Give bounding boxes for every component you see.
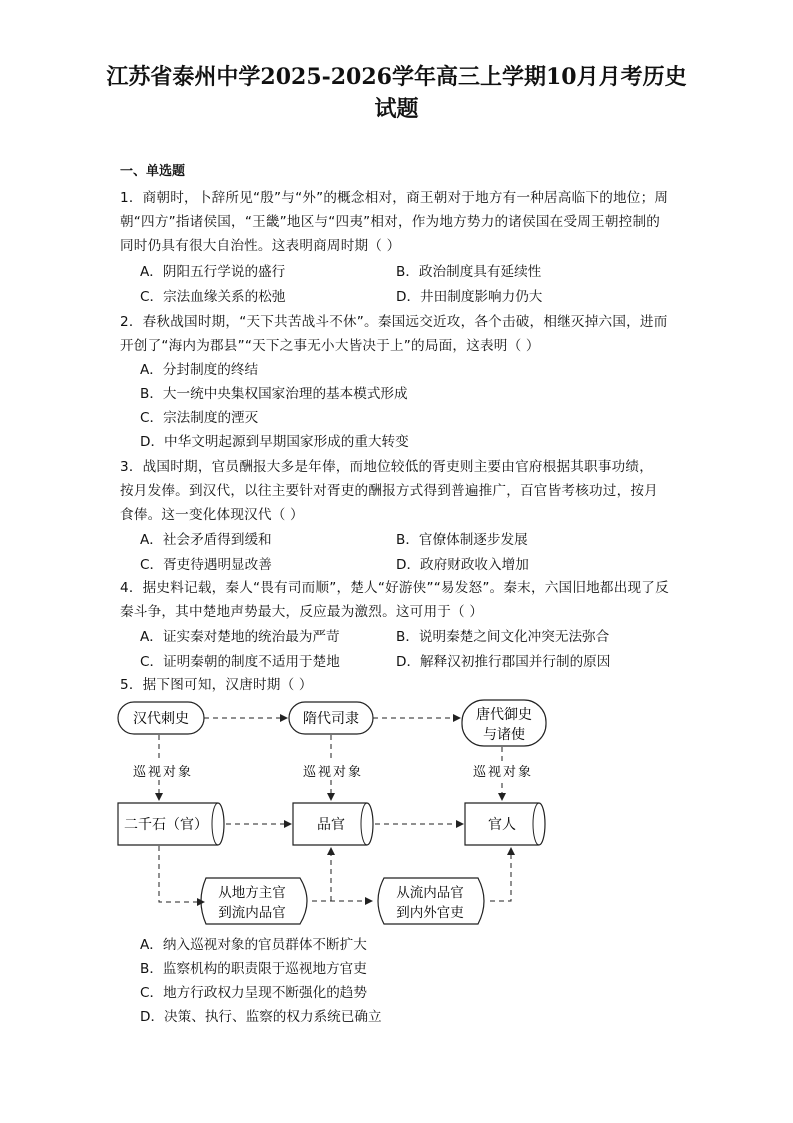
option-3a[interactable]: A．社会矛盾得到缓和 [140, 532, 272, 548]
option-1c[interactable]: C．宗法血缘关系的松弛 [140, 289, 286, 305]
target-two-thousand-shi-label: 二千石（官） [124, 817, 208, 833]
question-text-line: 食俸。这一变化体现汉代（ ） [120, 507, 304, 523]
node-sui-sili-label: 隋代司隶 [303, 711, 359, 727]
note-2-line-1: 从流内品官 [396, 885, 464, 901]
option-4a[interactable]: A．证实秦对楚地的统治最为严苛 [140, 629, 340, 645]
scope-label-sui: 巡视对象 [302, 765, 364, 780]
option-3b[interactable]: B．官僚体制逐步发展 [396, 532, 528, 548]
connector-han-to-note-1 [159, 846, 204, 902]
option-2c[interactable]: C．宗法制度的湮灭 [140, 410, 259, 426]
question-text-line: 朝“四方”指诸侯国，“王畿”地区与“四夷”相对，作为地方势力的诸侯国在受周王朝控制的 [120, 214, 661, 230]
target-guanren-label: 官人 [488, 817, 516, 833]
option-1a[interactable]: A．阴阳五行学说的盛行 [140, 264, 286, 280]
section-heading: 一、单选题 [120, 164, 186, 179]
node-tang-censor-label-2: 与诸使 [483, 727, 525, 743]
note-1-line-2: 到流内品官 [218, 905, 286, 921]
question-text-line: 5．据下图可知，汉唐时期（ ） [120, 677, 313, 693]
option-4d[interactable]: D．解释汉初推行郡国并行制的原因 [396, 654, 611, 670]
scope-label-tang: 巡视对象 [472, 765, 534, 780]
question-text-line: 同时仍具有很大自治性。这表明商周时期（ ） [120, 238, 401, 254]
question-text-line: 按月发俸。到汉代，以往主要针对胥吏的酬报方式得到普遍推广，百官皆考核功过，按月 [120, 483, 658, 499]
option-4c[interactable]: C．证明秦朝的制度不适用于楚地 [140, 654, 340, 670]
exam-title-line2: 试题 [374, 96, 419, 122]
question-text-line: 秦斗争，其中楚地声势最大，反应最为激烈。这可用于（ ） [120, 604, 484, 620]
option-5d[interactable]: D．决策、执行、监察的权力系统已确立 [140, 1009, 382, 1025]
option-1d[interactable]: D．井田制度影响力仍大 [396, 289, 543, 305]
option-2b[interactable]: B．大一统中央集权国家治理的基本模式形成 [140, 386, 408, 402]
option-5a[interactable]: A．纳入巡视对象的官员群体不断扩大 [140, 937, 367, 953]
option-3c[interactable]: C．胥吏待遇明显改善 [140, 557, 272, 573]
option-4b[interactable]: B．说明秦楚之间文化冲突无法弥合 [396, 629, 610, 645]
node-han-inspector-label: 汉代刺史 [133, 711, 189, 727]
note-2-line-2: 到内外官吏 [396, 905, 464, 921]
note-1-line-1: 从地方主官 [218, 885, 286, 901]
option-3d[interactable]: D．政府财政收入增加 [396, 557, 529, 573]
option-5c[interactable]: C．地方行政权力呈现不断强化的趋势 [140, 985, 367, 1001]
option-2d[interactable]: D．中华文明起源到早期国家形成的重大转变 [140, 434, 409, 450]
target-rank-officials-label: 品官 [317, 817, 345, 833]
connector-note-2-to-guanren [490, 848, 511, 901]
question-text-line: 开创了“海内为郡县”“天下之事无小大皆决于上”的局面，这表明（ ） [120, 338, 540, 354]
question-text-line: 4．据史料记载，秦人“畏有司而顺”，楚人“好游侠”“易发怒”。秦末，六国旧地都出现了反 [120, 580, 669, 596]
question-text-line: 3．战国时期，官员酬报大多是年俸，而地位较低的胥吏则主要由官府根据其职事功绩， [120, 459, 654, 475]
node-tang-censor-label-1: 唐代御史 [476, 707, 532, 723]
question-text-line: 1．商朝时，卜辞所见“殷”与“外”的概念相对，商王朝对于地方有一种居高临下的地位；周 [120, 190, 669, 206]
option-1b[interactable]: B．政治制度具有延续性 [396, 264, 542, 280]
question-text-line: 2．春秋战国时期，“天下共苦战斗不休”。秦国远交近攻，各个击破，相继灭掉六国，进而 [120, 314, 668, 330]
scope-label-han: 巡视对象 [132, 765, 194, 780]
exam-title-line1: 江苏省泰州中学2025-2026学年高三上学期10月月考历史 [106, 64, 687, 90]
option-2a[interactable]: A．分封制度的终结 [140, 362, 259, 378]
option-5b[interactable]: B．监察机构的职责限于巡视地方官吏 [140, 961, 367, 977]
